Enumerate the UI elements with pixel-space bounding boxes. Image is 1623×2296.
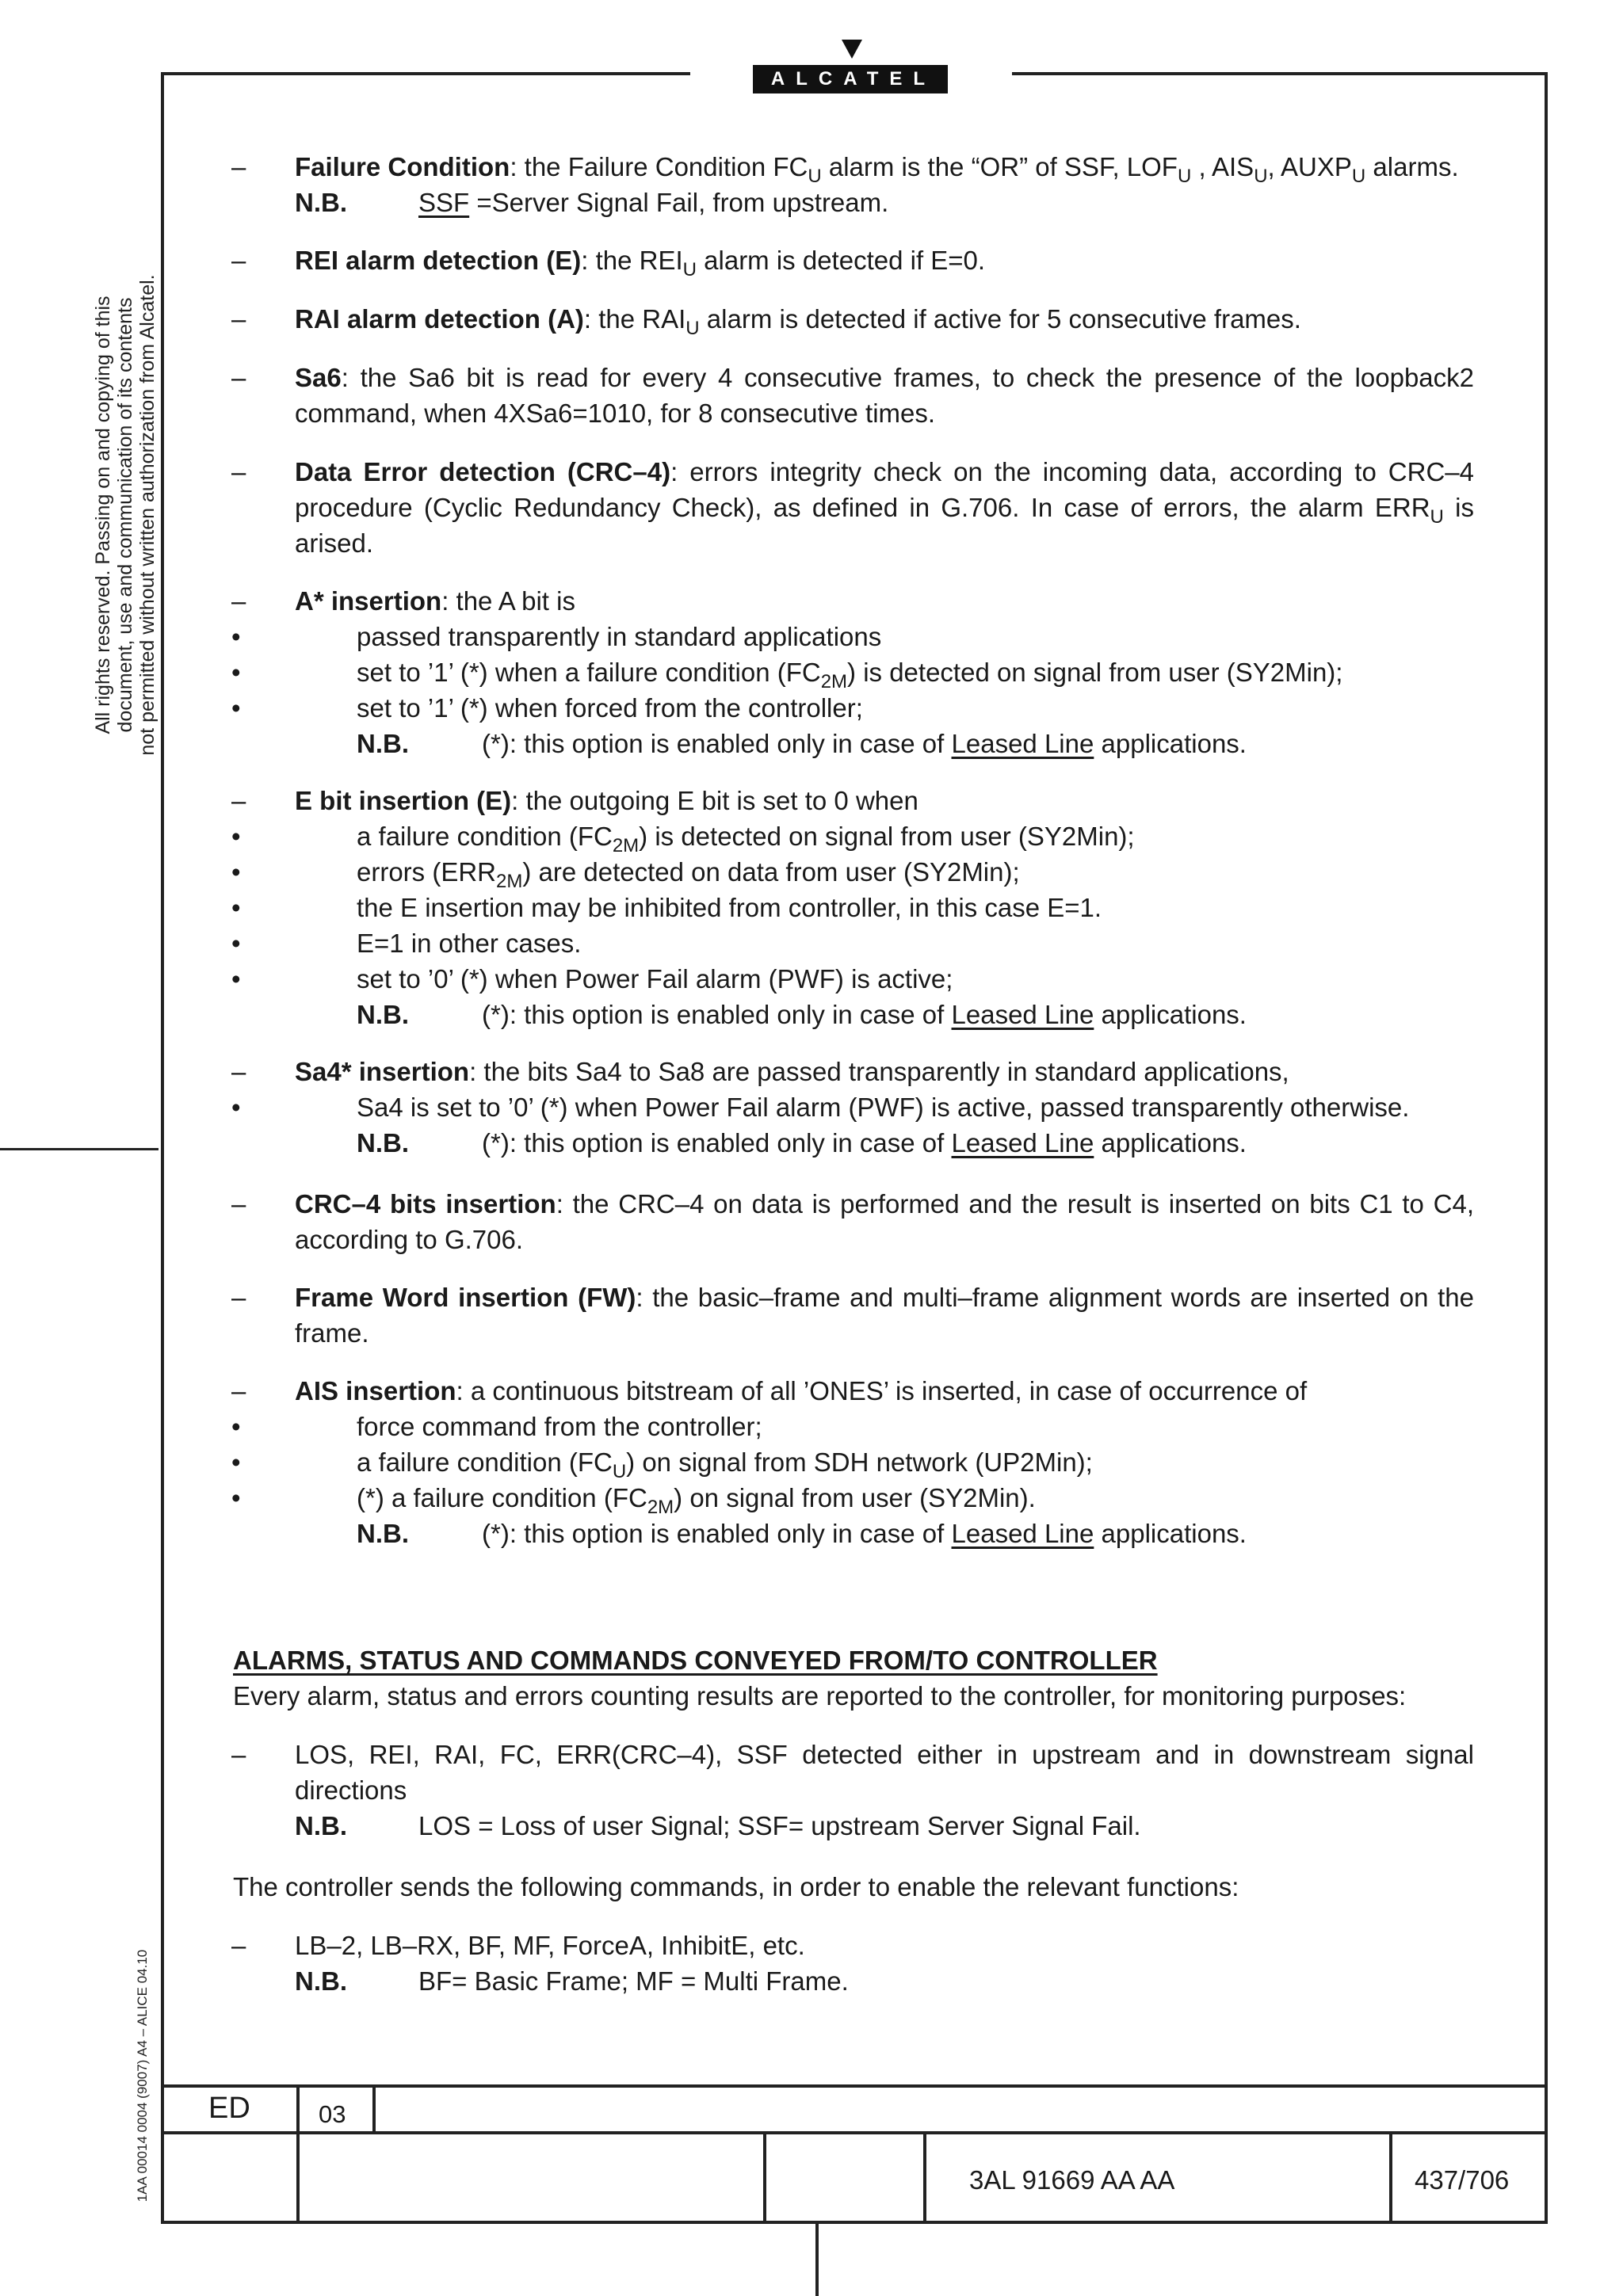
item-text: : errors integrity check on the incoming data, according to CRC–4 procedure (Cyclic Redundancy Check), as defined in G.706. In case of errors, the alarm ERR [295, 457, 1474, 522]
bullet-item [231, 1089, 1474, 1125]
dash-marker: – [231, 152, 246, 181]
logo-arrow-icon [842, 40, 862, 59]
note-label: N.B. [357, 729, 409, 758]
dash-marker: – [231, 586, 246, 616]
item-text: alarm is detected if E=0. [696, 246, 986, 275]
frame-border-left [161, 72, 164, 2224]
underlined-term: Leased Line [951, 729, 1094, 758]
subscript: U [1351, 166, 1366, 187]
note [295, 185, 1474, 220]
note-text: applications. [1094, 1128, 1247, 1158]
item-text: : the Failure Condition FC [510, 152, 808, 181]
item-text: alarms. [1365, 152, 1459, 181]
note-label: N.B. [357, 1000, 409, 1029]
bullet-text: (*) a failure condition (FC [357, 1483, 647, 1512]
bullet-text: ) are detected on data from user (SY2Min); [522, 857, 1020, 887]
subscript: U [1254, 166, 1268, 187]
bullet-marker: • [231, 929, 241, 958]
dash-marker: – [231, 1189, 246, 1219]
note [295, 1808, 1474, 1844]
item-text: alarm is the “OR” of SSF, LOF [821, 152, 1178, 181]
item-term: REI alarm detection (E) [295, 246, 582, 275]
title-block-line [923, 2131, 926, 2224]
bullet-text: E=1 in other cases. [357, 929, 582, 958]
bullet-text: passed transparently in standard applications [357, 622, 882, 651]
frame-border-top-left [161, 72, 690, 75]
underlined-term: SSF [418, 188, 470, 217]
note [295, 1963, 1474, 1999]
title-block-line [763, 2131, 766, 2224]
dash-marker: – [231, 1740, 246, 1769]
list-item-data-error-detection [231, 454, 1474, 561]
section-alarms-status-commands [233, 1642, 1476, 1714]
title-block-line [296, 2084, 300, 2224]
copyright-notice [92, 238, 158, 792]
subscript: U [1177, 166, 1192, 187]
subscript: U [685, 318, 700, 339]
bullet-text: ) is detected on signal from user (SY2Min); [847, 658, 1343, 687]
list-item-failure-condition [231, 149, 1474, 220]
list-item-reported-alarms [231, 1737, 1474, 1844]
list-item-sa6 [231, 360, 1474, 431]
note-text: LOS = Loss of user Signal; SSF= upstream Server Signal Fail. [418, 1811, 1141, 1840]
note-text: =Server Signal Fail, from upstream. [469, 188, 889, 217]
item-text: is arised. [295, 493, 1475, 558]
title-block-line [372, 2084, 376, 2134]
document-form-code: 1AA 00014 0004 (9007) A4 – ALICE 04.10 [135, 1949, 150, 2203]
bullet-item [231, 818, 1474, 854]
margin-fold-mark [0, 1148, 158, 1150]
item-text: : the RAI [583, 304, 686, 334]
item-text: : the CRC–4 on data is performed and the result is inserted on bits C1 to C4, according to G.706. [295, 1189, 1474, 1254]
copyright-line: not permitted without written authorization from Alcatel. [136, 274, 158, 756]
underlined-term: Leased Line [951, 1000, 1094, 1029]
note [295, 1125, 1474, 1161]
subscript: U [682, 259, 697, 280]
item-text: : the bits Sa4 to Sa8 are passed transparently in standard applications, [469, 1057, 1289, 1086]
note-text: (*): this option is enabled only in case of [482, 1519, 952, 1548]
dash-marker: – [231, 363, 246, 392]
item-term: Frame Word insertion (FW) [295, 1283, 636, 1312]
item-term: Failure Condition [295, 152, 510, 181]
section-intro: Every alarm, status and errors counting results are reported to the controller, for monitoring purposes: [233, 1681, 1407, 1711]
list-item-frame-word-insertion [231, 1280, 1474, 1351]
bullet-marker: • [231, 964, 241, 994]
frame-border-right [1545, 72, 1548, 2224]
item-term: A* insertion [295, 586, 442, 616]
dash-marker: – [231, 457, 246, 486]
bullet-text: set to ’0’ (*) when Power Fail alarm (PWF) is active; [357, 964, 953, 994]
item-text: alarm is detected if active for 5 consecutive frames. [699, 304, 1301, 334]
note-text: applications. [1094, 729, 1247, 758]
bullet-item [231, 1444, 1474, 1480]
bullet-text: set to ’1’ (*) when a failure condition (FC [357, 658, 821, 687]
item-term: Sa6 [295, 363, 342, 392]
bullet-text: ) on signal from SDH network (UP2Min); [626, 1447, 1093, 1477]
section-heading: ALARMS, STATUS AND COMMANDS CONVEYED FROM/TO CONTROLLER [233, 1646, 1158, 1675]
title-block-line [815, 2224, 819, 2296]
bullet-item [231, 961, 1474, 997]
note [295, 726, 1474, 761]
dash-marker: – [231, 1283, 246, 1312]
bullet-item [231, 925, 1474, 961]
dash-marker: – [231, 1376, 246, 1405]
dash-marker: – [231, 1057, 246, 1086]
bullet-text: Sa4 is set to ’0’ (*) when Power Fail alarm (PWF) is active, passed transparently otherwise. [357, 1093, 1410, 1122]
bullet-text: ) on signal from user (SY2Min). [674, 1483, 1036, 1512]
bullet-text: set to ’1’ (*) when forced from the controller; [357, 693, 863, 723]
item-term: Data Error detection (CRC–4) [295, 457, 671, 486]
bullet-marker: • [231, 622, 241, 651]
item-text: LB–2, LB–RX, BF, MF, ForceA, InhibitE, etc. [295, 1931, 805, 1960]
note-text: (*): this option is enabled only in case of [482, 1128, 952, 1158]
bullet-marker: • [231, 1483, 241, 1512]
frame-border-bottom [161, 2221, 1548, 2224]
bullet-item [231, 1480, 1474, 1516]
item-text: , AIS [1191, 152, 1254, 181]
subscript: U [808, 166, 822, 187]
bullet-text: ) is detected on signal from user (SY2Min); [639, 822, 1135, 851]
dash-marker: – [231, 1931, 246, 1960]
bullet-marker: • [231, 658, 241, 687]
note-label: N.B. [295, 188, 347, 217]
bullet-text: force command from the controller; [357, 1412, 762, 1441]
item-term: CRC–4 bits insertion [295, 1189, 556, 1219]
dash-marker: – [231, 304, 246, 334]
item-text: : the outgoing E bit is set to 0 when [511, 786, 918, 815]
note [295, 1516, 1474, 1551]
subscript: 2M [496, 871, 523, 892]
subscript: 2M [612, 835, 640, 856]
subscript: U [1430, 506, 1444, 528]
list-item-rai-detection [231, 301, 1474, 337]
bullet-marker: • [231, 857, 241, 887]
item-text: LOS, REI, RAI, FC, ERR(CRC–4), SSF detected either in upstream and in downstream signal directions [295, 1740, 1474, 1805]
subscript: 2M [647, 1497, 674, 1518]
bullet-marker: • [231, 893, 241, 922]
list-item-controller-commands [231, 1928, 1474, 1999]
item-text: : the REI [581, 246, 683, 275]
alcatel-logo: ALCATEL [753, 65, 948, 93]
list-item-a-insertion [231, 583, 1474, 761]
item-text: : the A bit is [441, 586, 575, 616]
note [295, 997, 1474, 1032]
list-item-rei-detection [231, 242, 1474, 278]
note-label: N.B. [357, 1519, 409, 1548]
bullet-item [231, 690, 1474, 726]
item-text: , AUXP [1267, 152, 1352, 181]
note-label: N.B. [295, 1811, 347, 1840]
bullet-text: a failure condition (FC [357, 822, 613, 851]
bullet-item [231, 854, 1474, 890]
note-text: applications. [1094, 1519, 1247, 1548]
bullet-item [231, 619, 1474, 654]
bullet-marker: • [231, 822, 241, 851]
bullet-item [231, 654, 1474, 690]
note-text: (*): this option is enabled only in case of [482, 1000, 952, 1029]
item-text: : the basic–frame and multi–frame alignment words are inserted on the frame. [295, 1283, 1474, 1348]
copyright-line: All rights reserved. Passing on and copying of this [92, 296, 114, 734]
note-text: (*): this option is enabled only in case of [482, 729, 952, 758]
page-number: 437/706 [1415, 2165, 1510, 2195]
dash-marker: – [231, 786, 246, 815]
title-block-line [1389, 2131, 1392, 2224]
document-number: 3AL 91669 AA AA [969, 2165, 1175, 2195]
item-term: AIS insertion [295, 1376, 456, 1405]
list-item-e-bit-insertion [231, 783, 1474, 1032]
item-term: RAI alarm detection (A) [295, 304, 584, 334]
item-text: : the Sa6 bit is read for every 4 consecutive frames, to check the presence of the loopback2 command, when 4XSa6=1010, for 8 consecutive times. [295, 363, 1474, 428]
bullet-marker: • [231, 1412, 241, 1441]
edition-value: 03 [319, 2100, 346, 2128]
bullet-text: the E insertion may be inhibited from controller, in this case E=1. [357, 893, 1102, 922]
bullet-marker: • [231, 1447, 241, 1477]
note-label: N.B. [357, 1128, 409, 1158]
subscript: 2M [820, 671, 848, 692]
edition-label: ED [208, 2092, 250, 2125]
item-text: : a continuous bitstream of all ’ONES’ is inserted, in case of occurrence of [456, 1376, 1308, 1405]
bullet-item [231, 1409, 1474, 1444]
title-block-line [161, 2131, 1548, 2134]
list-item-ais-insertion [231, 1373, 1474, 1551]
list-item-sa4-insertion [231, 1054, 1474, 1161]
dash-marker: – [231, 246, 246, 275]
underlined-term: Leased Line [951, 1128, 1094, 1158]
bullet-text: errors (ERR [357, 857, 497, 887]
bullet-item [231, 890, 1474, 925]
note-text: BF= Basic Frame; MF = Multi Frame. [418, 1966, 849, 1996]
underlined-term: Leased Line [951, 1519, 1094, 1548]
note-label: N.B. [295, 1966, 347, 1996]
list-item-crc4-bits-insertion [231, 1186, 1474, 1257]
item-term: Sa4* insertion [295, 1057, 470, 1086]
copyright-line: document, use and communication of its contents [114, 297, 136, 733]
title-block-line [161, 2084, 1548, 2088]
bullet-marker: • [231, 1093, 241, 1122]
bullet-text: a failure condition (FC [357, 1447, 613, 1477]
bullet-marker: • [231, 693, 241, 723]
note-text: applications. [1094, 1000, 1247, 1029]
subscript: U [612, 1461, 627, 1482]
item-term: E bit insertion (E) [295, 786, 512, 815]
commands-intro: The controller sends the following commands, in order to enable the relevant functions: [233, 1872, 1239, 1901]
frame-border-top-right [1012, 72, 1548, 75]
